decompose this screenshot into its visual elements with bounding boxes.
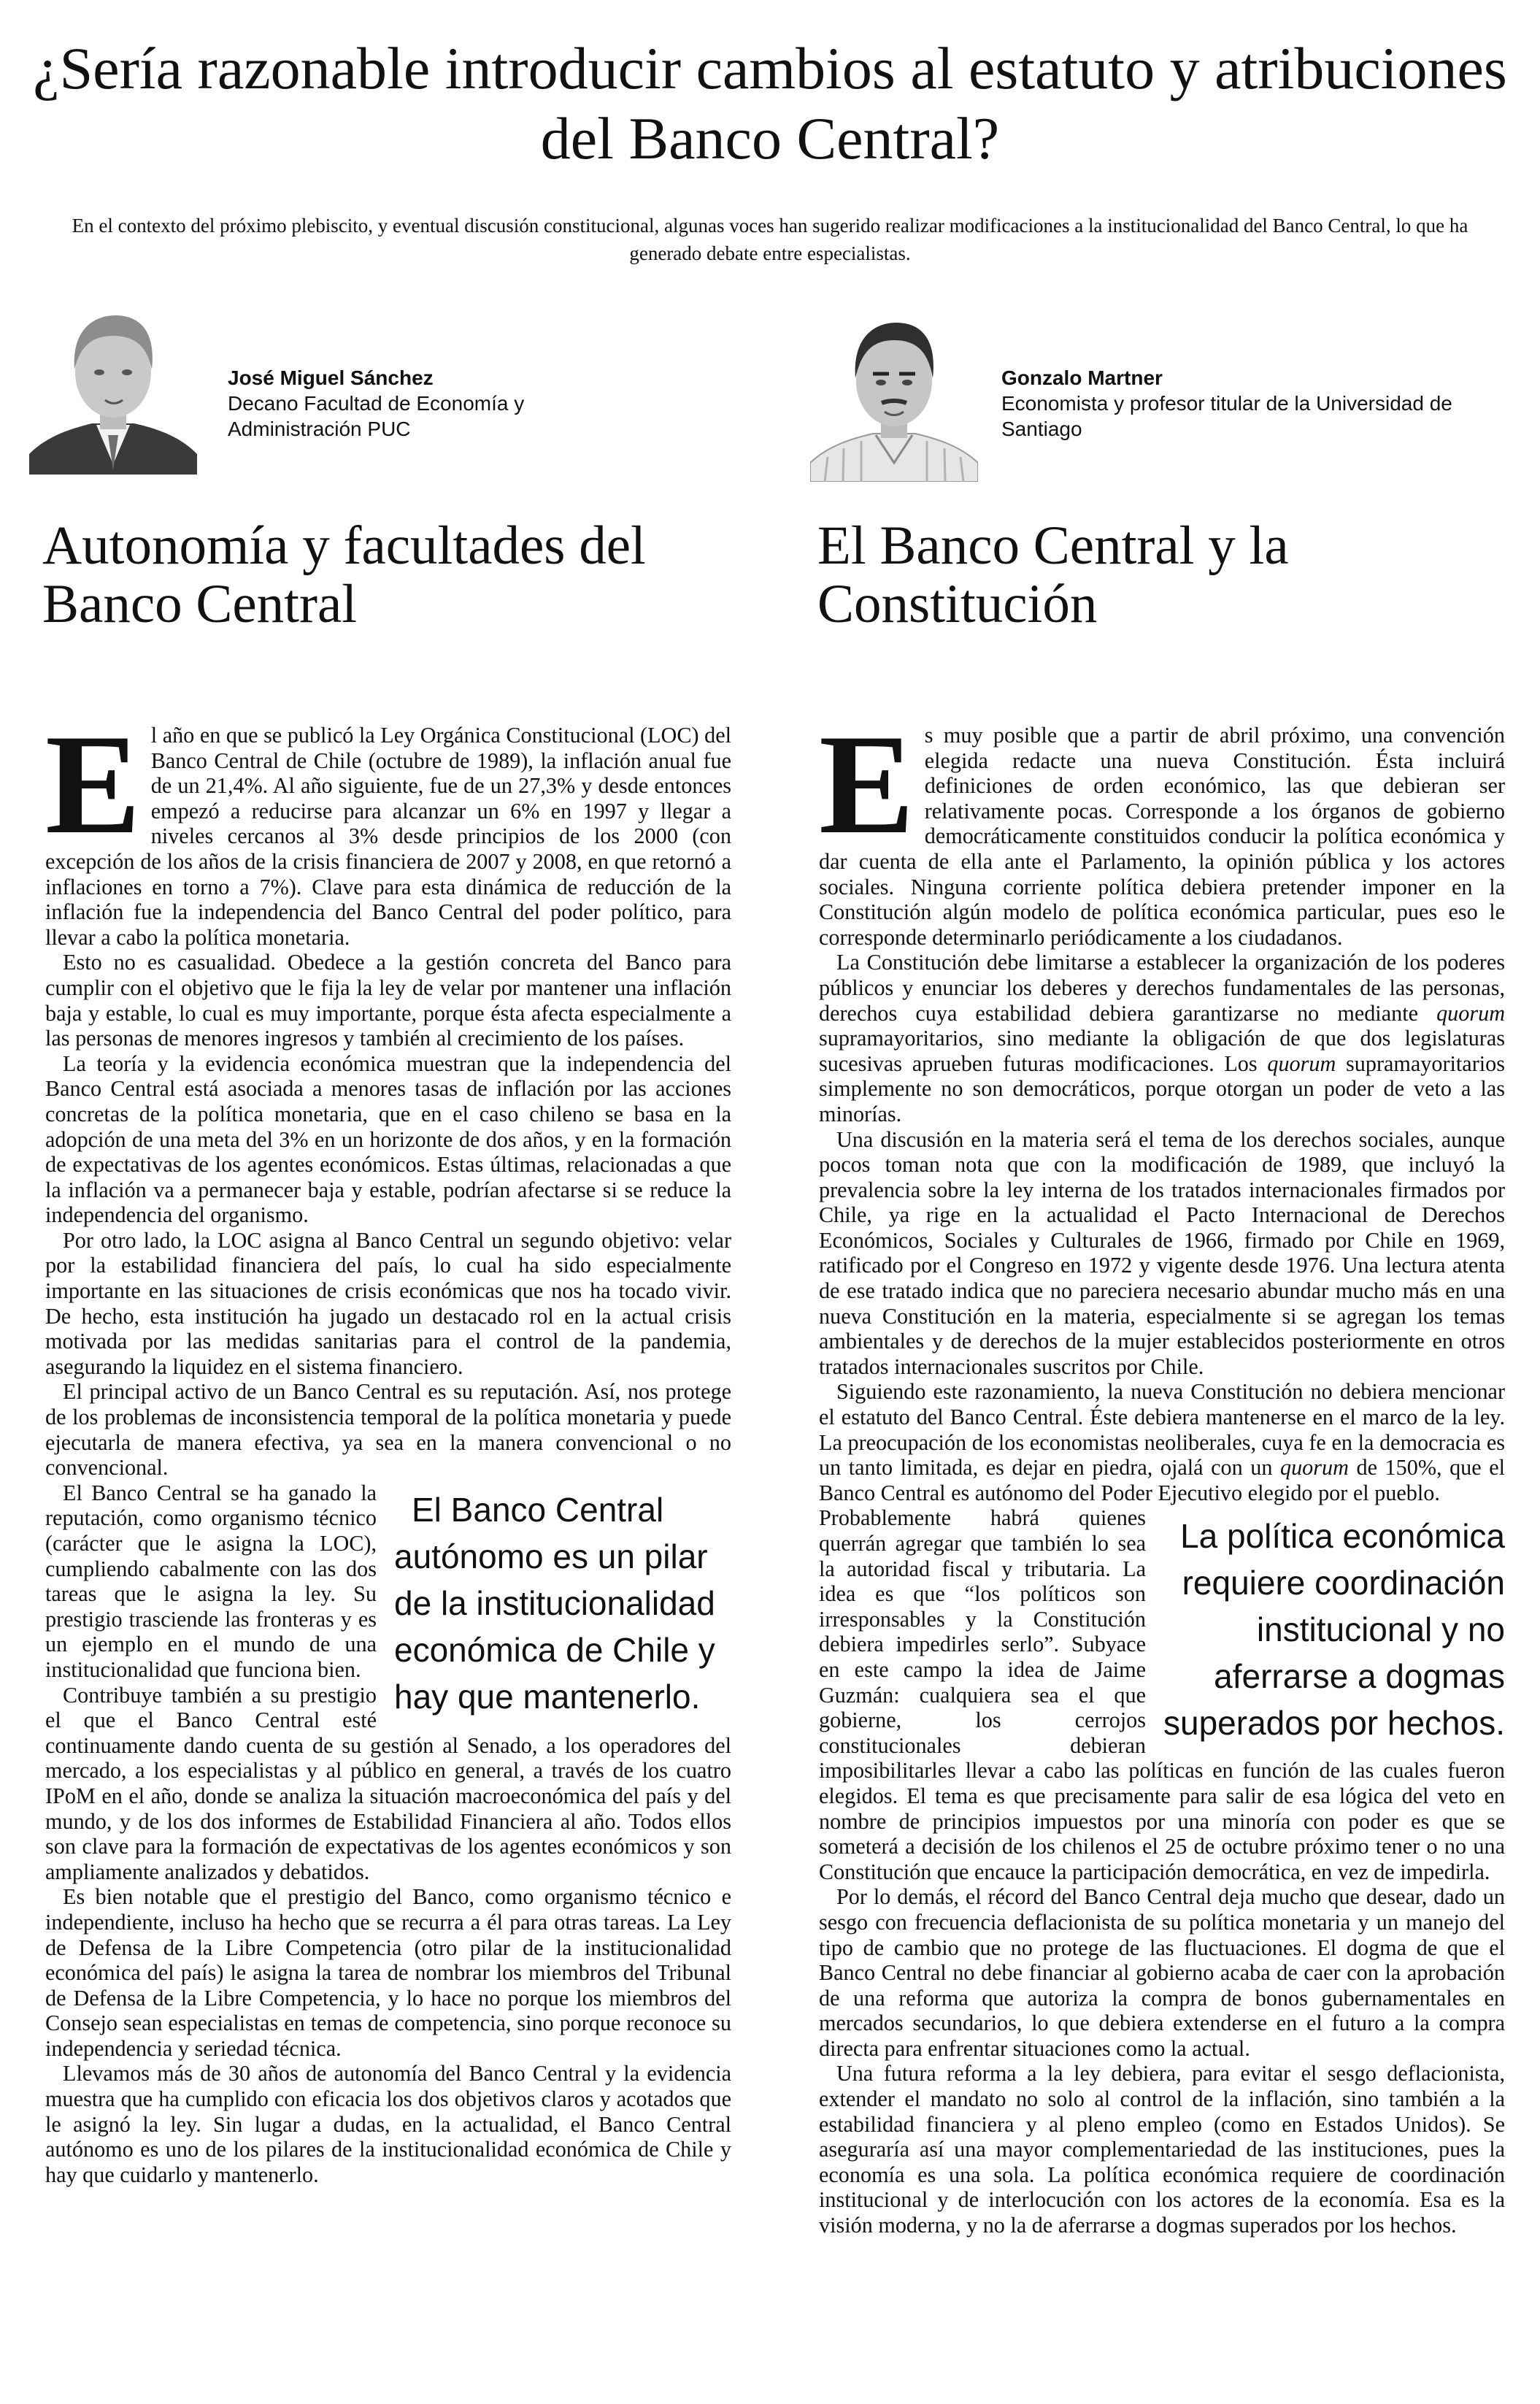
article-paragraph: Esto no es casualidad. Obedece a la gestión concreta del Banco para cumplir con el objetivo que le fija la ley de velar por mantener una inflación baja y estable, lo cual es muy importante, porque ésta afecta especialmente a las personas de menores ingresos y también al crecimiento de los países.: [45, 950, 731, 1051]
article-paragraph: Contribuye también a su prestigio el que el Banco Central esté continuamente dando cuenta de su gestión al Senado, a los operadores del mercado, a los especialistas y al público en general, a través de los cuatro IPoM en el año, donde se analiza la situación macroeconómica del país y del mundo, y de los dos informes de Estabilidad Financiera al año. Todos ellos son clave para la formación de expectativas de los agentes económicos y son ampliamente analizados y debatidos.: [45, 1682, 731, 1884]
headline: ¿Sería razonable introducir cambios al estatuto y atribuciones del Banco Central?: [33, 35, 1507, 172]
article-paragraph: Llevamos más de 30 años de autonomía del Banco Central y la evidencia muestra que ha cumplido con eficacia los dos objetivos claros y acotados que le asignó la ley. Sin lugar a dudas, en la actualidad, el Banco Central autónomo es uno de los pilares de la institucionalidad económica de Chile y hay que cuidarlo y mantenerlo.: [45, 2061, 731, 2187]
author-name-right: Gonzalo Martner: [1001, 366, 1163, 389]
article-paragraph: Es bien notable que el prestigio del Banco, como organismo técnico e independiente, incluso ha hecho que se recurra a él para otras tareas. La Ley de Defensa de la Libre Competencia (otro pilar de la institucionalidad económica del país) le asigna la tarea de nombrar los miembros del Tribunal de Defensa de la Libre Competencia, y lo hace no porque los miembros del Consejo sean especialistas en temas de competencia, sino porque reconoce su independencia y seriedad técnica.: [45, 1884, 731, 2061]
column-title-right: El Banco Central y la Constitución: [817, 515, 1289, 634]
author-name-left: José Miguel Sánchez: [228, 366, 434, 389]
article-paragraph: Una discusión en la materia será el tema de los derechos sociales, aunque pocos toman nota que con la modificación de 1989, que incluyó la prevalencia sobre la ley interna de los tratados internacionales firmados por Chile, ya rige en la actualidad el Pacto Internacional de Derechos Económicos, Sociales y Culturales de 1966, firmado por Chile en 1969, ratificado por el Congreso en 1972 y vigente desde 1976. Una lectura atenta de ese tratado indica que no pareciera necesario abundar mucho más en una nueva Constitución en la materia, especialmente si se agregan los temas ambientales y de derechos de la mujer establecidos posteriormente en otros tratados internacionales suscritos por Chile.: [819, 1126, 1505, 1379]
article-paragraph: La teoría y la evidencia económica muestran que la independencia del Banco Central está asociada a menores tasas de inflación por las acciones concretas de la política monetaria, que en el caso chileno se basa en la adopción de una meta del 3% en un horizonte de dos años, y en la formación de expectativas de los agentes económicos. Estas últimas, relacionadas a que la inflación va a permanecer baja y estable, podrían afectarse si se reduce la independencia del organismo.: [45, 1051, 731, 1228]
pull-quote-left: El Banco Central autónomo es un pilar de la institucionalidad económica de Chile y hay que mantenerlo.: [394, 1490, 715, 1716]
author-byline-right: [1001, 365, 1512, 442]
article-column-right: [819, 705, 1506, 2238]
article-paragraph: Por lo demás, el récord del Banco Central deja mucho que desear, dado un sesgo con frecuencia deflacionista de su política monetaria y un manejo del tipo de cambio que no protege de las fluctuaciones. El dogma de que el Banco Central no debe financiar al gobierno acaba de caer con la aprobación de una reforma que autoriza la compra de bonos gubernamentales en mercados secundarios, lo que debiera extenderse en el futuro a la compra directa para enfrentar situaciones como la actual.: [819, 1884, 1505, 2061]
article-paragraph: El año en que se publicó la Ley Orgánica Constitucional (LOC) del Banco Central de Chile (octubre de 1989), la inflación anual fue de un 21,4%. Al año siguiente, fue de un 27,3% y desde entonces empezó a reducirse para alcanzar un 6% en 1997 y llegar a niveles cercanos al 3% desde principios de los 2000 (con excepción de los años de la crisis financiera de 2007 y 2008, en que retornó a inflaciones en torno a 7%). Clave para esta dinámica de reducción de la inflación fue la independencia del Banco Central del poder político, para llevar a cabo la política monetaria.: [45, 705, 731, 950]
article-paragraph: Una futura reforma a la ley debiera, para evitar el sesgo deflacionista, extender el mandato no solo al control de la inflación, sino también a la estabilidad financiera y al pleno empleo (como en Estados Unidos). Se aseguraría así una mayor complementariedad de las instituciones, pues la economía es una sola. La política económica requiere de coordinación institucional y de interlocución con los actores de la economía. Esa es la visión moderna, y no la de aferrarse a dogmas superados por los hechos.: [819, 2061, 1505, 2238]
article-paragraph: Es muy posible que a partir de abril próximo, una convención elegida redacte una nueva Constitución. Ésta incluirá definiciones de orden económico, las que debieran ser relativamente pocas. Corresponde a los órganos de gobierno democráticamente constituidos conducir la política económica y dar cuenta de ella ante el Parlamento, la opinión pública y los actores sociales. Ninguna corriente política debiera pretender imponer en la Constitución algún modelo de política económica particular, pues eso le corresponde determinarlo periódicamente a los ciudadanos.: [819, 705, 1505, 950]
article-column-left: [45, 705, 731, 2187]
author-portrait-left: [29, 299, 197, 475]
author-byline-left: [228, 365, 636, 442]
article-paragraph: El principal activo de un Banco Central es su reputación. Así, nos protege de los problemas de inconsistencia temporal de la política monetaria y puede ejecutarla de manera efectiva, ya sea en la manera convencional o no convencional.: [45, 1379, 731, 1481]
author-role-left: Decano Facultad de Economía y Administración PUC: [228, 392, 525, 440]
drop-cap-left: E: [45, 705, 141, 864]
intro-paragraph: En el contexto del próximo plebiscito, y eventual discusión constitucional, algunas voces han sugerido realizar modificaciones a la institucionalidad del Banco Central, lo que ha generado debate entre especialistas.: [72, 215, 1468, 264]
column-title-left: Autonomía y facultades del Banco Central: [42, 515, 646, 634]
article-paragraph: Por otro lado, la LOC asigna al Banco Central un segundo objetivo: velar por la estabilidad financiera del país, lo cual ha sido especialmente importante en las situaciones de crisis económicas que nos ha tocado vivir. De hecho, esta institución ha jugado un destacado rol en la actual crisis motivada por las medidas sanitarias para el control de la pandemia, asegurando la liquidez en el sistema financiero.: [45, 1227, 731, 1379]
author-role-right: Economista y profesor titular de la Universidad de Santiago: [1001, 392, 1452, 440]
author-portrait-right: [810, 307, 978, 482]
article-paragraph: La política económica requiere coordinación institucional y no aferrarse a dogmas superados por hechos. Probablemente habrá quienes querrán agregar que también lo sea la autoridad fiscal y tributaria. La idea es que “los políticos son irresponsables y la Constitución debiera impedirles serlo”. Subyace en este campo la idea de Jaime Guzmán: cualquiera sea el que gobierne, los cerrojos constitucionales debieran imposibilitarles llevar a cabo las políticas en función de las cuales fueron elegidos. El tema es que precisamente para salir de esa lógica del veto en nombre de principios impuestos por una minoría con poder es que se someterá a decisión de los chilenos el 25 de octubre próximo tener o no una Constitución que encauce la participación democrática, en vez de impedirla.: [819, 1505, 1505, 1884]
article-paragraph: La Constitución debe limitarse a establecer la organización de los poderes públicos y enunciar los deberes y derechos fundamentales de las personas, derechos cuya estabilidad debiera garantizarse no mediante quorum supramayoritarios, sino mediante la obligación de que dos legislaturas sucesivas aprueben futuras modificaciones. Los quorum supramayoritarios simplemente no son democráticos, porque otorgan un poder de veto a las minorías.: [819, 950, 1506, 1126]
article-paragraph: Siguiendo este razonamiento, la nueva Constitución no debiera mencionar el estatuto del Banco Central. Éste debiera mantenerse en el marco de la ley. La preocupación de los economistas neoliberales, cuya fe en la democracia es un tanto limitada, es dejar en piedra, ojalá con un quorum de 150%, que el Banco Central es autónomo del Poder Ejecutivo elegido por el pueblo.: [819, 1379, 1505, 1505]
article-paragraph: El Banco Central autónomo es un pilar de la institucionalidad económica de Chile y hay que mantenerlo. El Banco Central se ha ganado la reputación, como organismo técnico (carácter que le asigna la LOC), cumpliendo cabalmente con las dos tareas que le asigna la ley. Su prestigio trasciende las fronteras y es un ejemplo en el mundo de una institucionalidad que funciona bien.: [45, 1481, 731, 1683]
drop-cap-right: E: [819, 705, 915, 864]
pull-quote-right: La política económica requiere coordinación institucional y no aferrarse a dogmas superados por hechos.: [1163, 1517, 1505, 1743]
